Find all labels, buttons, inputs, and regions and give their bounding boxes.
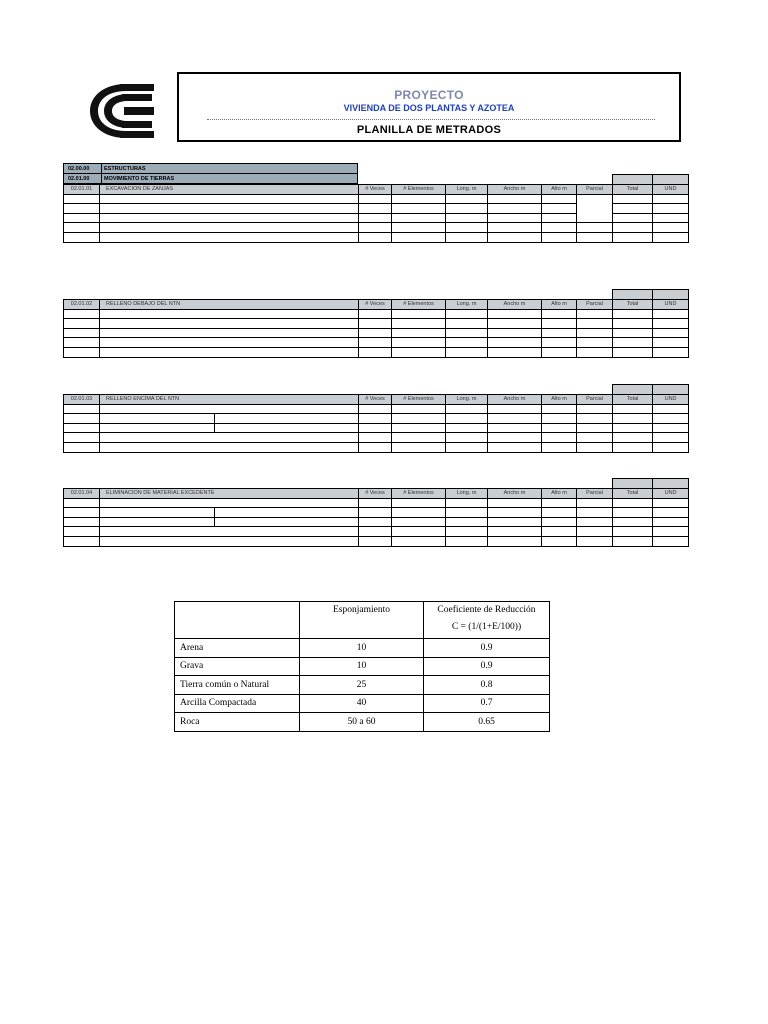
col-alto: Alto m xyxy=(542,489,577,499)
metrado-table-4 xyxy=(63,478,689,547)
table-row xyxy=(64,442,689,452)
header-box xyxy=(177,72,681,142)
table-row xyxy=(64,517,689,527)
section-code: 02.00.00 xyxy=(68,165,90,172)
section-name: ESTRUCTURAS xyxy=(101,164,146,173)
col-alto: Alto m xyxy=(542,395,577,405)
item-code: 02.01.01 xyxy=(64,185,100,195)
table-row xyxy=(64,433,689,443)
coeficiente-value: 0.9 xyxy=(424,639,550,658)
esponjamiento-table xyxy=(174,601,550,732)
col-long: Long. m xyxy=(446,489,488,499)
esponjamiento-value: 50 a 60 xyxy=(300,713,424,732)
table-row xyxy=(64,527,689,537)
coeficiente-value: 0.9 xyxy=(424,657,550,676)
table-row xyxy=(64,414,689,424)
item-name: RELLENO ENCIMA DEL NTN xyxy=(100,395,359,405)
table-row xyxy=(175,657,550,676)
item-code: 02.01.02 xyxy=(64,300,100,310)
item-code: 02.01.03 xyxy=(64,395,100,405)
table-header-row xyxy=(64,395,689,405)
section-name: MOVIMIENTO DE TIERRAS xyxy=(101,174,174,183)
item-code: 02.01.04 xyxy=(64,489,100,499)
col-und: UND xyxy=(653,395,689,405)
col-long: Long. m xyxy=(446,395,488,405)
table-header-row xyxy=(64,489,689,499)
project-label: PROYECTO xyxy=(394,88,464,102)
col-veces: # Veces xyxy=(359,489,392,499)
document-title: PLANILLA DE METRADOS xyxy=(356,124,502,136)
table-row xyxy=(64,338,689,348)
section-code: 02.01.00 xyxy=(68,175,90,182)
company-logo-icon xyxy=(82,78,168,144)
table-header-row xyxy=(64,300,689,310)
metrado-table-1 xyxy=(63,174,689,243)
col-parcial: Parcial xyxy=(577,300,613,310)
table-row xyxy=(64,194,689,204)
col-total: Total xyxy=(613,489,653,499)
divider xyxy=(207,119,655,120)
col-elementos: # Elementos xyxy=(392,395,446,405)
item-name: EXCAVACION DE ZANJAS xyxy=(100,185,359,195)
table-row xyxy=(64,319,689,329)
table-row xyxy=(64,347,689,357)
table-row xyxy=(64,498,689,508)
table-row xyxy=(175,713,550,732)
col-long: Long. m xyxy=(446,185,488,195)
table-row xyxy=(64,404,689,414)
esponjamiento-value: 10 xyxy=(300,639,424,658)
esponjamiento-value: 10 xyxy=(300,657,424,676)
table-header-row xyxy=(64,185,689,195)
table-row xyxy=(175,676,550,695)
col-total: Total xyxy=(613,300,653,310)
table-row xyxy=(64,328,689,338)
table-row xyxy=(64,536,689,546)
coeficiente-value: 0.65 xyxy=(424,713,550,732)
col-ancho: Ancho m xyxy=(488,395,542,405)
material-name: Roca xyxy=(175,713,300,732)
table-row xyxy=(64,223,689,233)
table-row xyxy=(64,423,689,433)
col-veces: # Veces xyxy=(359,395,392,405)
col-veces: # Veces xyxy=(359,185,392,195)
col-alto: Alto m xyxy=(542,185,577,195)
col-elementos: # Elementos xyxy=(392,489,446,499)
col-parcial: Parcial xyxy=(577,185,613,195)
esponjamiento-value: 40 xyxy=(300,694,424,713)
col-total: Total xyxy=(613,395,653,405)
material-name: Grava xyxy=(175,657,300,676)
table-row xyxy=(175,694,550,713)
col-und: UND xyxy=(653,300,689,310)
table-row xyxy=(175,639,550,658)
col-alto: Alto m xyxy=(542,300,577,310)
table-row xyxy=(64,508,689,518)
header-formula: C = (1/(1+E/100)) xyxy=(451,622,522,632)
col-ancho: Ancho m xyxy=(488,185,542,195)
col-total: Total xyxy=(613,185,653,195)
col-und: UND xyxy=(653,185,689,195)
coeficiente-value: 0.8 xyxy=(424,676,550,695)
item-name: RELLENO DEBAJO DEL NTN xyxy=(100,300,359,310)
esponjamiento-value: 25 xyxy=(300,676,424,695)
col-parcial: Parcial xyxy=(577,489,613,499)
item-name: ELIMINACION DE MATERIAL EXCEDENTE xyxy=(100,489,359,499)
project-name: VIVIENDA DE DOS PLANTAS Y AZOTEA xyxy=(343,103,515,113)
table-row xyxy=(64,232,689,242)
col-long: Long. m xyxy=(446,300,488,310)
header-esponjamiento: Esponjamiento xyxy=(333,605,390,615)
col-und: UND xyxy=(653,489,689,499)
col-elementos: # Elementos xyxy=(392,185,446,195)
metrado-table-2 xyxy=(63,289,689,358)
material-name: Arena xyxy=(175,639,300,658)
header-coeficiente: Coeficiente de Reducción xyxy=(437,605,536,615)
col-ancho: Ancho m xyxy=(488,489,542,499)
col-veces: # Veces xyxy=(359,300,392,310)
table-row xyxy=(64,309,689,319)
coeficiente-value: 0.7 xyxy=(424,694,550,713)
metrado-table-3 xyxy=(63,384,689,453)
col-parcial: Parcial xyxy=(577,395,613,405)
col-elementos: # Elementos xyxy=(392,300,446,310)
material-name: Arcilla Compactada xyxy=(175,694,300,713)
esponjamiento-header-row xyxy=(175,602,550,639)
material-name: Tierra común o Natural xyxy=(175,676,300,695)
col-ancho: Ancho m xyxy=(488,300,542,310)
